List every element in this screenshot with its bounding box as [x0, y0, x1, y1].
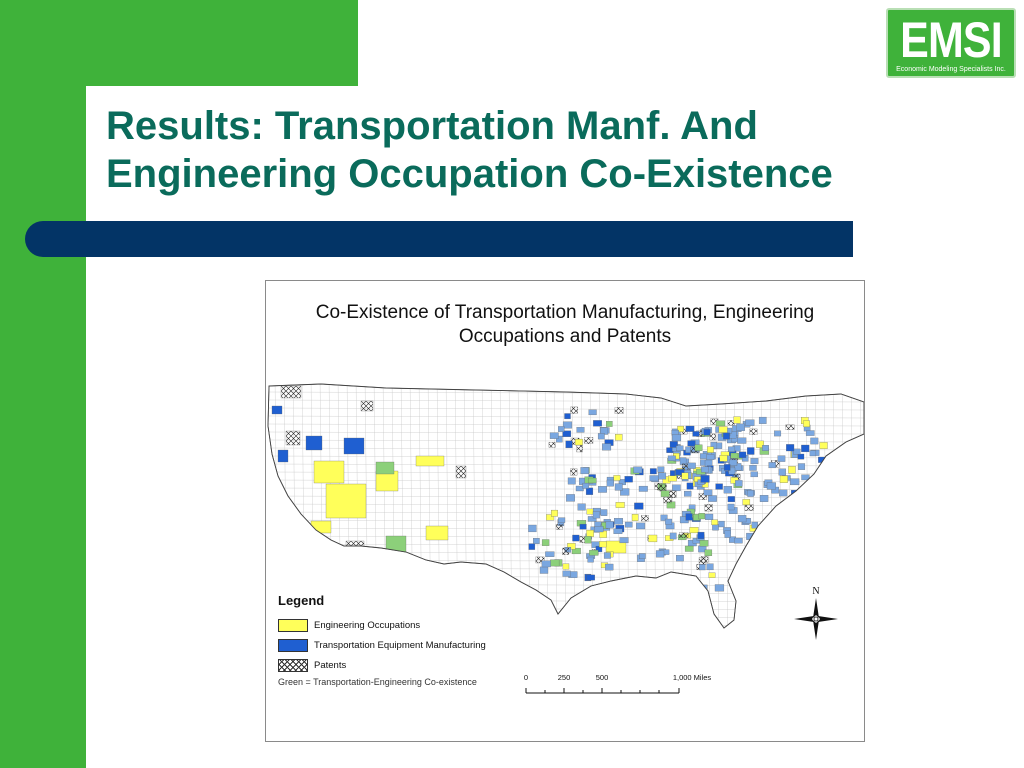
scale-label-1000: 1,000 Miles — [672, 673, 712, 682]
manufacturing-county — [545, 552, 554, 557]
legend-item-manufacturing — [278, 635, 538, 655]
manufacturing-county — [725, 531, 731, 538]
manufacturing-county — [751, 458, 759, 464]
manufacturing-county — [639, 554, 645, 559]
map-title — [266, 301, 864, 349]
legend-item-engineering — [278, 615, 538, 635]
manufacturing-county — [809, 481, 815, 488]
patent-county — [699, 558, 706, 565]
manufacturing-swatch — [278, 639, 308, 652]
engineering-county — [587, 530, 594, 537]
patent-county — [756, 527, 765, 533]
legend-title: Legend — [278, 593, 325, 608]
map-title-line-2: Occupations and Patents — [458, 326, 672, 347]
engineering-county — [563, 564, 569, 570]
coexistence-county — [750, 569, 758, 576]
manufacturing-county — [704, 429, 711, 435]
manufacturing-county — [578, 504, 586, 511]
patent-county — [361, 401, 373, 411]
slide-title-line-1: Results: Transportation Manf. And — [106, 104, 758, 148]
manufacturing-county — [724, 486, 732, 493]
manufacturing-county — [542, 561, 551, 567]
engineering-county — [720, 455, 728, 461]
map-figure — [265, 280, 865, 742]
manufacturing-county — [620, 538, 629, 543]
manufacturing-county — [686, 514, 693, 521]
manufacturing-county — [728, 504, 735, 510]
scale-label-0: 0 — [523, 673, 529, 682]
manufacturing-county — [684, 491, 691, 496]
manufacturing-county — [639, 486, 648, 491]
engineering-county — [709, 573, 716, 578]
coexistence-county — [685, 546, 693, 552]
manufacturing-county — [577, 427, 585, 432]
manufacturing-county — [550, 433, 559, 439]
engineering-county — [326, 484, 366, 518]
patent-county — [745, 505, 754, 511]
manufacturing-county — [715, 585, 724, 592]
engineering-county — [803, 421, 809, 427]
manufacturing-county — [738, 515, 746, 522]
manufacturing-county — [563, 571, 571, 577]
manufacturing-county — [731, 582, 738, 588]
manufacturing-county — [728, 496, 735, 502]
manufacturing-county — [636, 523, 645, 529]
legend-note: Green = Transportation-Engineering Co-existence — [278, 677, 477, 687]
title-underline-band — [25, 221, 853, 257]
logo-subtitle: Economic Modeling Specialists Inc. — [896, 66, 1006, 73]
patent-county — [584, 437, 593, 443]
manufacturing-county — [568, 478, 576, 485]
manufacturing-county — [705, 514, 713, 520]
coexistence-county — [661, 491, 669, 497]
legend-label: Engineering Occupations — [314, 619, 421, 631]
manufacturing-county — [749, 561, 757, 566]
engineering-county — [575, 439, 583, 445]
manufacturing-county — [665, 519, 672, 524]
manufacturing-county — [634, 503, 643, 510]
emsi-logo — [886, 8, 1016, 78]
patent-county — [750, 429, 758, 435]
engineering-county — [734, 417, 741, 424]
manufacturing-county — [668, 456, 676, 461]
patent-county — [825, 476, 833, 481]
manufacturing-county — [580, 524, 587, 529]
patent-county — [549, 442, 556, 447]
engineering-county — [682, 473, 689, 480]
engineering-county — [761, 582, 768, 588]
manufacturing-county — [540, 567, 548, 574]
manufacturing-county — [565, 414, 571, 419]
patent-county — [705, 504, 713, 511]
manufacturing-county — [701, 467, 709, 473]
coexistence-county — [341, 546, 355, 552]
manufacturing-county — [779, 469, 786, 475]
coexistence-county — [700, 540, 708, 546]
manufacturing-county — [583, 483, 589, 488]
engineering-county — [314, 461, 344, 483]
manufacturing-county — [598, 433, 604, 439]
engineering-county — [616, 502, 625, 507]
engineering-county — [743, 499, 750, 505]
manufacturing-county — [581, 467, 589, 474]
manufacturing-county — [658, 467, 665, 473]
manufacturing-county — [589, 410, 597, 415]
manufacturing-county — [344, 438, 364, 454]
coexistence-county — [585, 536, 592, 543]
manufacturing-county — [699, 564, 705, 570]
manufacturing-county — [719, 521, 725, 527]
manufacturing-county — [801, 445, 809, 452]
manufacturing-county — [676, 555, 683, 561]
manufacturing-county — [601, 510, 607, 516]
patent-county — [679, 533, 688, 538]
manufacturing-county — [701, 475, 710, 482]
manufacturing-county — [528, 525, 536, 532]
manufacturing-county — [576, 486, 584, 491]
manufacturing-county — [767, 483, 776, 490]
slide-title-line-2: Engineering Occupation Co-Existence — [106, 152, 833, 196]
coexistence-county — [589, 550, 598, 555]
manufacturing-county — [615, 484, 623, 491]
manufacturing-county — [533, 538, 539, 544]
manufacturing-county — [716, 484, 723, 490]
manufacturing-county — [762, 445, 768, 451]
manufacturing-county — [272, 406, 282, 414]
coexistence-county — [705, 550, 712, 556]
patent-county — [570, 469, 577, 476]
patent-county — [728, 420, 734, 425]
top-green-block — [0, 0, 358, 86]
legend-item-patents — [278, 655, 538, 675]
patent-county — [615, 407, 623, 413]
scale-label-500: 500 — [595, 673, 609, 682]
manufacturing-county — [739, 452, 746, 458]
engineering-county — [311, 521, 331, 533]
coexistence-county — [695, 445, 702, 451]
manufacturing-county — [799, 493, 806, 499]
manufacturing-county — [806, 431, 814, 436]
engineering-county — [719, 427, 728, 433]
patent-county — [456, 466, 466, 478]
manufacturing-county — [607, 480, 614, 486]
manufacturing-county — [650, 469, 656, 475]
patent-county — [577, 445, 583, 452]
engineering-county — [820, 442, 828, 448]
manufacturing-county — [737, 424, 745, 431]
legend-label: Patents — [314, 659, 347, 671]
manufacturing-county — [588, 557, 594, 562]
patent-county — [556, 524, 563, 529]
manufacturing-county — [650, 476, 659, 482]
manufacturing-county — [793, 449, 800, 454]
manufacturing-county — [698, 532, 704, 539]
manufacturing-county — [595, 526, 604, 532]
manufacturing-county — [762, 553, 768, 558]
manufacturing-county — [566, 494, 575, 501]
manufacturing-county — [747, 448, 754, 455]
logo-wordmark: EMSI — [900, 12, 1002, 68]
manufacturing-county — [810, 451, 816, 456]
engineering-county — [426, 526, 448, 540]
manufacturing-county — [614, 518, 623, 524]
manufacturing-county — [693, 431, 700, 436]
engineering-county — [712, 520, 718, 525]
coexistence-county — [699, 513, 705, 519]
coexistence-county — [542, 540, 549, 546]
north-arrow — [792, 584, 840, 646]
engineering-county — [668, 476, 676, 481]
manufacturing-county — [625, 476, 633, 482]
manufacturing-county — [593, 420, 602, 426]
patent-county — [286, 431, 300, 445]
manufacturing-county — [687, 483, 693, 489]
engineering-county — [707, 447, 713, 453]
engineering-county — [788, 466, 795, 473]
engineering-county — [649, 535, 658, 542]
manufacturing-county — [604, 553, 611, 559]
manufacturing-county — [708, 496, 716, 502]
manufacturing-county — [672, 485, 680, 491]
manufacturing-county — [759, 417, 766, 424]
manufacturing-county — [573, 535, 580, 541]
manufacturing-county — [686, 426, 694, 432]
manufacturing-county — [658, 473, 666, 480]
scale-label-250: 250 — [557, 673, 571, 682]
manufacturing-county — [602, 444, 611, 451]
patent-county — [663, 498, 671, 504]
patent-county — [563, 548, 569, 555]
manufacturing-county — [786, 444, 794, 451]
engineering-county — [632, 514, 638, 521]
manufacturing-county — [706, 454, 714, 459]
coexistence-county — [588, 478, 596, 483]
manufacturing-county — [734, 538, 742, 543]
manufacturing-county — [704, 490, 712, 496]
manufacturing-county — [676, 446, 683, 451]
manufacturing-county — [605, 564, 613, 570]
patent-county — [281, 386, 301, 398]
manufacturing-county — [586, 575, 594, 580]
engineering-county — [551, 510, 558, 516]
legend-label: Transportation Equipment Manufacturing — [314, 639, 486, 651]
manufacturing-county — [723, 433, 729, 439]
manufacturing-county — [751, 472, 758, 477]
manufacturing-county — [798, 464, 805, 470]
manufacturing-county — [798, 454, 804, 459]
coexistence-county — [731, 453, 738, 458]
left-green-bar — [0, 0, 86, 768]
manufacturing-county — [748, 490, 754, 497]
manufacturing-county — [774, 431, 781, 436]
manufacturing-county — [558, 518, 565, 523]
engineering-county — [780, 476, 788, 483]
manufacturing-county — [593, 512, 600, 518]
manufacturing-county — [760, 495, 768, 502]
manufacturing-county — [712, 524, 718, 530]
manufacturing-county — [606, 521, 613, 528]
manufacturing-county — [306, 436, 322, 450]
manufacturing-county — [752, 541, 759, 547]
patent-county — [786, 425, 795, 430]
manufacturing-county — [790, 479, 799, 485]
coexistence-county — [376, 462, 394, 474]
manufacturing-county — [278, 450, 288, 462]
manufacturing-county — [670, 533, 676, 539]
manufacturing-county — [656, 551, 664, 558]
patents-swatch — [278, 659, 308, 672]
patent-county — [641, 515, 648, 521]
manufacturing-county — [769, 462, 776, 468]
coexistence-county — [606, 421, 612, 426]
manufacturing-county — [614, 529, 623, 534]
patent-county — [817, 473, 825, 478]
engineering-county — [614, 475, 621, 480]
manufacturing-county — [728, 447, 735, 452]
manufacturing-county — [672, 435, 681, 442]
manufacturing-county — [688, 441, 696, 446]
manufacturing-county — [811, 438, 819, 444]
manufacturing-county — [529, 544, 535, 550]
manufacturing-county — [688, 463, 696, 469]
patent-county — [660, 485, 667, 491]
manufacturing-county — [558, 426, 564, 431]
slide-title — [106, 102, 986, 198]
engineering-swatch — [278, 619, 308, 632]
engineering-county — [690, 527, 699, 533]
scale-bar — [524, 673, 724, 703]
manufacturing-county — [598, 486, 607, 492]
manufacturing-county — [707, 564, 714, 570]
manufacturing-county — [778, 456, 785, 462]
north-label: N — [812, 586, 820, 597]
map-legend — [278, 593, 538, 687]
patent-county — [571, 407, 578, 414]
engineering-county — [416, 456, 444, 466]
manufacturing-county — [779, 490, 787, 496]
patent-county — [710, 434, 716, 440]
manufacturing-county — [735, 480, 742, 486]
coexistence-county — [550, 560, 559, 566]
engineering-county — [615, 434, 622, 440]
coexistence-county — [716, 421, 725, 426]
manufacturing-county — [625, 522, 632, 527]
manufacturing-county — [737, 438, 746, 444]
manufacturing-county — [724, 464, 730, 470]
manufacturing-county — [750, 465, 757, 470]
manufacturing-county — [566, 441, 573, 448]
engineering-county — [599, 541, 606, 547]
scale-ruler — [524, 673, 724, 703]
manufacturing-county — [760, 528, 766, 535]
manufacturing-county — [799, 490, 807, 496]
manufacturing-county — [634, 467, 643, 473]
map-title-line-1: Co-Existence of Transportation Manufacturing, Engineering — [315, 302, 815, 323]
manufacturing-county — [586, 488, 593, 495]
manufacturing-county — [745, 420, 754, 426]
